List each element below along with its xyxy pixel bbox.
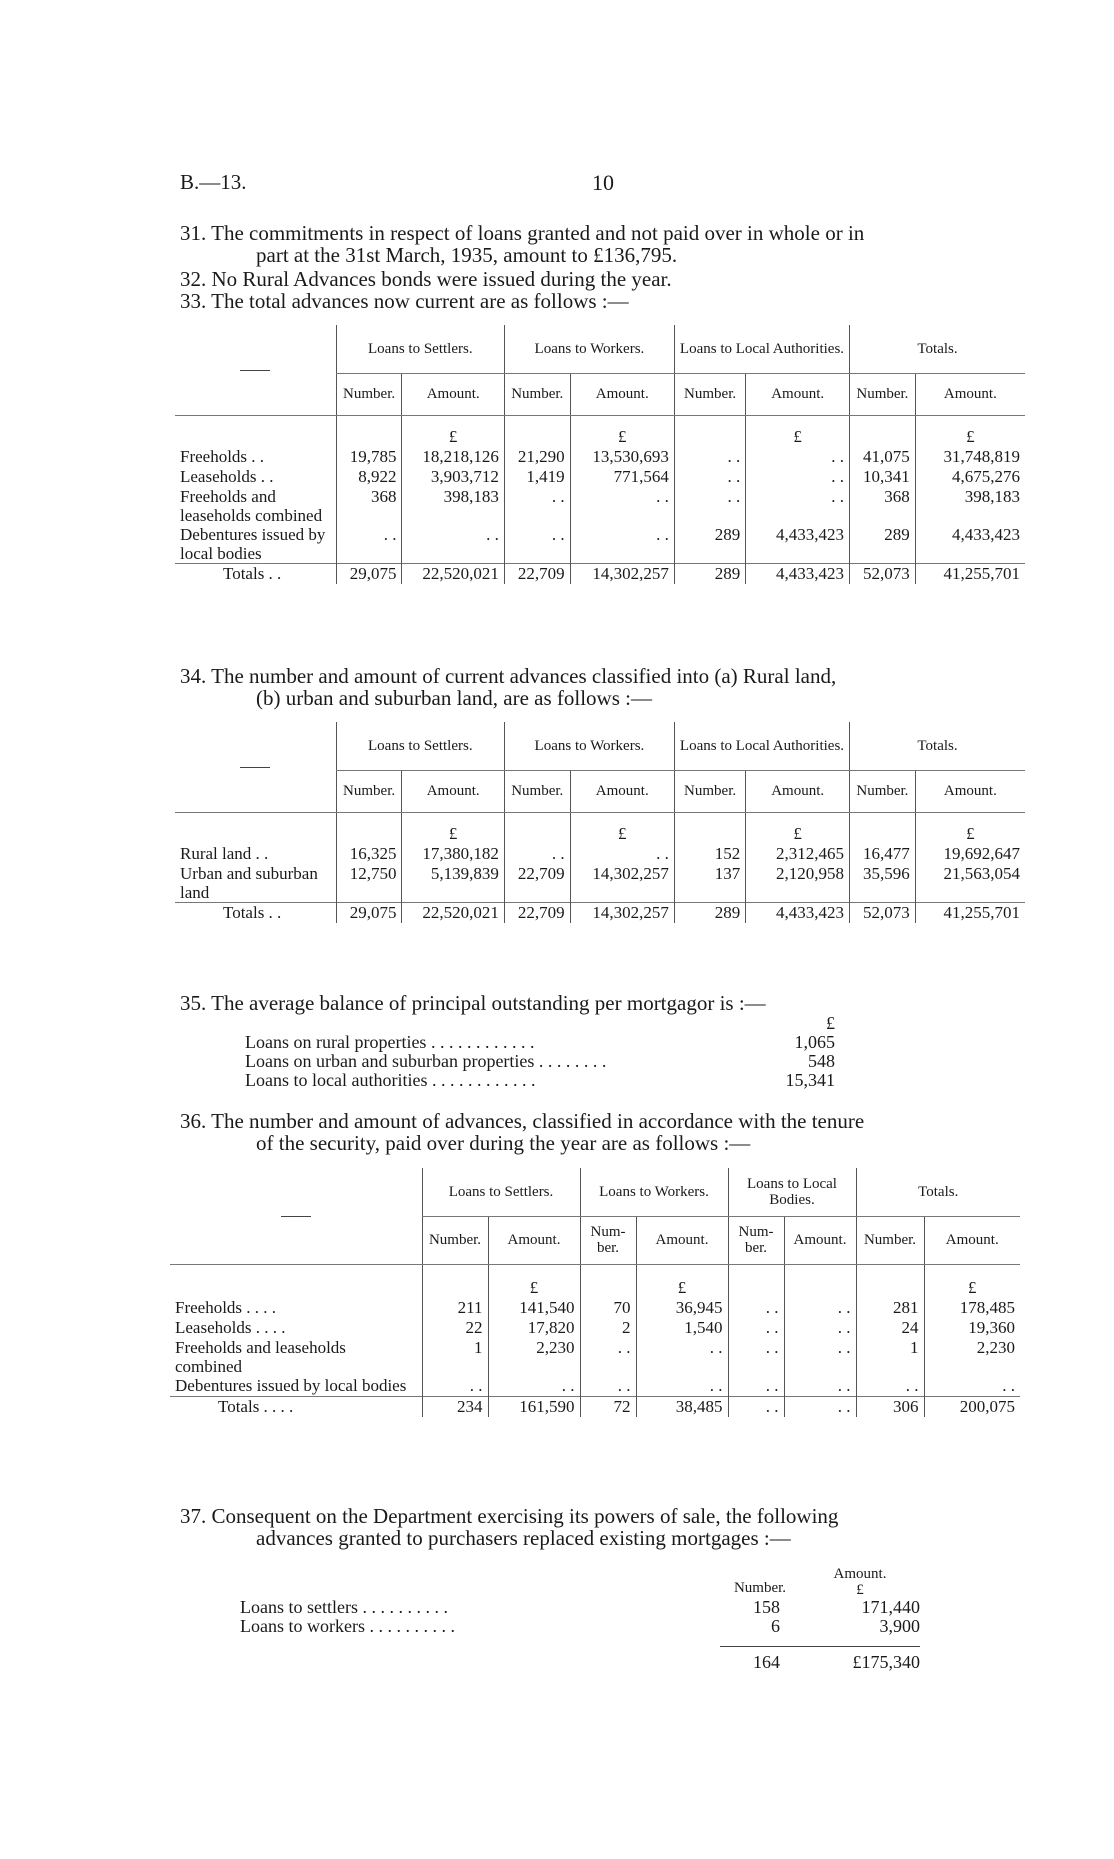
cell-number: 152: [674, 844, 745, 864]
paragraph-36: [180, 1110, 1040, 1154]
total-amount: 4,433,423: [746, 903, 850, 924]
cell-amount: . .: [784, 1338, 856, 1376]
paragraph-31-line1: 31. The commitments in respect of loans granted and not paid over in whole or in: [180, 221, 865, 245]
cell-amount: . .: [784, 1376, 856, 1397]
cell-number: 22: [422, 1318, 488, 1338]
currency-mark: £: [488, 1264, 580, 1298]
group-header: Loans to Local Authorities.: [674, 325, 849, 373]
cell-number: . .: [504, 525, 570, 564]
row-label: Rural land . .: [180, 844, 269, 863]
cell-amount: . .: [784, 1318, 856, 1338]
row-label: Urban and suburban land: [180, 864, 318, 902]
col-header-amount: Amount.: [915, 770, 1025, 812]
cell-amount: 14,302,257: [570, 864, 674, 903]
col-header-number: Number.: [856, 1216, 924, 1264]
cell-amount: 4,675,276: [915, 467, 1025, 487]
cell-number: . .: [336, 525, 402, 564]
col-header-number: Num- ber.: [728, 1216, 784, 1264]
col-header-amount: Amount.: [784, 1216, 856, 1264]
cell-amount: . .: [570, 844, 674, 864]
avg-label: Loans to local authorities . . . . . . . . . . . .: [245, 1070, 536, 1090]
total-amount: 14,302,257: [570, 564, 674, 585]
avg-value: 1,065: [794, 1032, 835, 1052]
col-header-amount: Amount.: [746, 373, 850, 415]
group-header: Loans to Local Authorities.: [674, 722, 849, 770]
sale-amount-header: Amount.: [833, 1566, 887, 1582]
cell-number: . .: [674, 487, 745, 525]
cell-number: 16,477: [850, 844, 916, 864]
group-header: Totals.: [856, 1168, 1020, 1216]
cell-number: 137: [674, 864, 745, 903]
total-number: 306: [856, 1397, 924, 1418]
total-number: 234: [422, 1397, 488, 1418]
avg-label: Loans on rural properties . . . . . . . . . . . .: [245, 1032, 535, 1052]
total-number: 289: [674, 564, 745, 585]
sale-total-number: 164: [720, 1646, 780, 1672]
group-header: Totals.: [850, 722, 1025, 770]
col-header-amount: Amount.: [746, 770, 850, 812]
row-label: Freeholds and leaseholds combined: [180, 487, 323, 525]
cell-amount: . .: [402, 525, 504, 564]
cell-amount: 1,540: [636, 1318, 728, 1338]
cell-number: 24: [856, 1318, 924, 1338]
cell-number: . .: [856, 1376, 924, 1397]
totals-label: Totals . . . .: [170, 1397, 422, 1418]
currency-mark: £: [826, 1013, 835, 1033]
cell-number: 1: [422, 1338, 488, 1376]
paragraph-33: 33. The total advances now current are as follows :—: [180, 289, 629, 313]
cell-number: 1,419: [504, 467, 570, 487]
currency-mark: £: [746, 812, 850, 844]
paragraph-37: [180, 1505, 1040, 1549]
col-header-number: Number.: [674, 770, 745, 812]
paragraph-36-line1: 36. The number and amount of advances, classified in accordance with the tenure: [180, 1109, 865, 1133]
cell-amount: 21,563,054: [915, 864, 1025, 903]
total-amount: . .: [784, 1397, 856, 1418]
currency-mark: £: [924, 1264, 1020, 1298]
group-header: Totals.: [850, 325, 1025, 373]
table-row: [170, 1338, 1020, 1376]
cell-number: . .: [728, 1318, 784, 1338]
cell-amount: . .: [746, 447, 850, 467]
row-label: Freeholds and leaseholds combined: [175, 1338, 346, 1376]
group-header: Loans to Settlers.: [336, 325, 504, 373]
totals-row: [175, 564, 1025, 585]
cell-number: . .: [728, 1298, 784, 1318]
currency-mark: £: [402, 812, 504, 844]
col-header-amount: Amount.: [488, 1216, 580, 1264]
cell-number: 8,922: [336, 467, 402, 487]
row-label: Debentures issued by local bodies: [180, 525, 326, 563]
cell-amount: . .: [488, 1376, 580, 1397]
total-amount: 41,255,701: [915, 903, 1025, 924]
cell-amount: 771,564: [570, 467, 674, 487]
row-label: Debentures issued by local bodies: [175, 1376, 407, 1395]
cell-amount: . .: [570, 525, 674, 564]
total-number: 72: [580, 1397, 636, 1418]
total-number: 22,709: [504, 564, 570, 585]
avg-value: 548: [808, 1051, 835, 1071]
cell-number: 19,785: [336, 447, 402, 467]
row-label: Freeholds . .: [180, 447, 265, 466]
sale-number: 158: [753, 1597, 780, 1617]
sale-advances-list: [240, 1562, 960, 1672]
cell-number: 2: [580, 1318, 636, 1338]
col-header-amount: Amount.: [570, 373, 674, 415]
cell-amount: . .: [636, 1376, 728, 1397]
currency-mark: £: [746, 415, 850, 447]
table-row: [175, 487, 1025, 525]
cell-amount: 19,692,647: [915, 844, 1025, 864]
cell-amount: 36,945: [636, 1298, 728, 1318]
total-number: 52,073: [850, 564, 916, 585]
cell-amount: 17,820: [488, 1318, 580, 1338]
totals-row: [175, 903, 1025, 924]
cell-number: 70: [580, 1298, 636, 1318]
paragraph-37-line2: advances granted to purchasers replaced existing mortgages :—: [256, 1526, 791, 1550]
currency-mark: £: [915, 415, 1025, 447]
total-amount: 14,302,257: [570, 903, 674, 924]
cell-amount: . .: [570, 487, 674, 525]
cell-amount: 31,748,819: [915, 447, 1025, 467]
cell-number: . .: [728, 1338, 784, 1376]
cell-amount: . .: [746, 467, 850, 487]
sale-amount: 3,900: [879, 1616, 920, 1636]
col-header-number: Number.: [850, 770, 916, 812]
total-amount: 38,485: [636, 1397, 728, 1418]
paragraph-36-line2: of the security, paid over during the year are as follows :—: [256, 1131, 751, 1155]
total-amount: 200,075: [924, 1397, 1020, 1418]
col-header-number: Num- ber.: [580, 1216, 636, 1264]
col-header-amount: Amount.: [915, 373, 1025, 415]
table-row: [170, 1318, 1020, 1338]
paragraph-31: [180, 222, 1040, 266]
paragraph-31-line2: part at the 31st March, 1935, amount to £136,795.: [256, 243, 678, 267]
currency-mark: £: [915, 812, 1025, 844]
row-label: Leaseholds . . . .: [175, 1318, 286, 1337]
group-header: Loans to Workers.: [504, 722, 674, 770]
row-label: Leaseholds . .: [180, 467, 274, 486]
cell-amount: 2,120,958: [746, 864, 850, 903]
cell-number: . .: [422, 1376, 488, 1397]
currency-mark: £: [636, 1264, 728, 1298]
average-balance-list: [245, 1014, 945, 1090]
total-number: 29,075: [336, 903, 402, 924]
table-row: [175, 467, 1025, 487]
cell-number: 368: [850, 487, 916, 525]
page-number: 10: [592, 170, 614, 195]
table-land-classification: [175, 722, 1025, 923]
cell-number: 35,596: [850, 864, 916, 903]
cell-number: 41,075: [850, 447, 916, 467]
paragraph-34: [180, 665, 1040, 709]
col-header-number: Number.: [336, 770, 402, 812]
cell-amount: 2,312,465: [746, 844, 850, 864]
table-advances-paid: [170, 1168, 1020, 1417]
cell-number: 211: [422, 1298, 488, 1318]
paragraph-32: 32. No Rural Advances bonds were issued during the year.: [180, 267, 672, 291]
cell-number: 21,290: [504, 447, 570, 467]
currency-mark: £: [570, 812, 674, 844]
dash-rule: [240, 767, 270, 768]
totals-label: Totals . .: [175, 564, 336, 585]
table-row: [175, 447, 1025, 467]
cell-number: . .: [504, 487, 570, 525]
col-header-number: Number.: [504, 373, 570, 415]
group-header: Loans to Settlers.: [422, 1168, 580, 1216]
dash-rule: [281, 1216, 311, 1217]
cell-number: . .: [504, 844, 570, 864]
cell-amount: 19,360: [924, 1318, 1020, 1338]
cell-number: 281: [856, 1298, 924, 1318]
cell-number: . .: [674, 447, 745, 467]
cell-number: . .: [728, 1376, 784, 1397]
row-label: Freeholds . . . .: [175, 1298, 277, 1317]
col-header-number: Number.: [674, 373, 745, 415]
sale-number: 6: [771, 1616, 780, 1636]
cell-number: . .: [580, 1376, 636, 1397]
total-number: 289: [674, 903, 745, 924]
cell-number: 368: [336, 487, 402, 525]
totals-row: [170, 1397, 1020, 1418]
total-number: 29,075: [336, 564, 402, 585]
cell-amount: 13,530,693: [570, 447, 674, 467]
total-amount: 41,255,701: [915, 564, 1025, 585]
cell-amount: 4,433,423: [915, 525, 1025, 564]
col-header-number: Number.: [336, 373, 402, 415]
group-header: Loans to Local Bodies.: [728, 1168, 856, 1216]
table-row: [175, 844, 1025, 864]
cell-amount: 5,139,839: [402, 864, 504, 903]
paragraph-34-line1: 34. The number and amount of current advances classified into (a) Rural land,: [180, 664, 837, 688]
cell-number: 16,325: [336, 844, 402, 864]
total-number: 52,073: [850, 903, 916, 924]
group-header: Loans to Workers.: [580, 1168, 728, 1216]
col-header-number: Number.: [850, 373, 916, 415]
sale-label: Loans to settlers . . . . . . . . . .: [240, 1597, 448, 1617]
sale-number-header: Number.: [733, 1580, 787, 1596]
cell-amount: 17,380,182: [402, 844, 504, 864]
total-amount: 4,433,423: [746, 564, 850, 585]
paragraph-37-line1: 37. Consequent on the Department exercising its powers of sale, the following: [180, 1504, 839, 1528]
cell-amount: . .: [746, 487, 850, 525]
total-number: . .: [728, 1397, 784, 1418]
table-row: [170, 1376, 1020, 1397]
stub-header: [175, 325, 336, 415]
currency-mark: £: [402, 415, 504, 447]
document-reference: B.—13.: [180, 170, 247, 194]
cell-amount: . .: [636, 1338, 728, 1376]
cell-number: . .: [580, 1338, 636, 1376]
cell-amount: . .: [924, 1376, 1020, 1397]
total-amount: 22,520,021: [402, 903, 504, 924]
cell-amount: . .: [784, 1298, 856, 1318]
cell-number: 22,709: [504, 864, 570, 903]
stub-header: [175, 722, 336, 812]
cell-amount: 141,540: [488, 1298, 580, 1318]
currency-mark: £: [856, 1582, 864, 1598]
cell-amount: 4,433,423: [746, 525, 850, 564]
cell-amount: 2,230: [488, 1338, 580, 1376]
avg-label: Loans on urban and suburban properties . . . . . . . .: [245, 1051, 607, 1071]
dash-rule: [240, 370, 270, 371]
total-number: 22,709: [504, 903, 570, 924]
cell-number: 1: [856, 1338, 924, 1376]
group-header: Loans to Settlers.: [336, 722, 504, 770]
col-header-number: Number.: [504, 770, 570, 812]
currency-mark: £: [570, 415, 674, 447]
col-header-amount: Amount.: [636, 1216, 728, 1264]
col-header-amount: Amount.: [402, 770, 504, 812]
table-row: [175, 525, 1025, 564]
cell-number: 289: [674, 525, 745, 564]
cell-amount: 18,218,126: [402, 447, 504, 467]
sale-amount: 171,440: [861, 1597, 920, 1617]
col-header-amount: Amount.: [924, 1216, 1020, 1264]
cell-number: 12,750: [336, 864, 402, 903]
cell-number: 289: [850, 525, 916, 564]
table-row: [175, 864, 1025, 903]
table-current-advances: [175, 325, 1025, 584]
total-amount: 22,520,021: [402, 564, 504, 585]
cell-amount: 2,230: [924, 1338, 1020, 1376]
cell-amount: 3,903,712: [402, 467, 504, 487]
cell-amount: 178,485: [924, 1298, 1020, 1318]
cell-number: 10,341: [850, 467, 916, 487]
cell-number: . .: [674, 467, 745, 487]
paragraph-35: 35. The average balance of principal outstanding per mortgagor is :—: [180, 991, 766, 1015]
sale-label: Loans to workers . . . . . . . . . .: [240, 1616, 455, 1636]
col-header-number: Number.: [422, 1216, 488, 1264]
paragraph-34-line2: (b) urban and suburban land, are as follows :—: [256, 686, 652, 710]
cell-amount: 398,183: [915, 487, 1025, 525]
stub-header: [170, 1168, 422, 1264]
group-header: Loans to Workers.: [504, 325, 674, 373]
table-row: [170, 1298, 1020, 1318]
totals-label: Totals . .: [175, 903, 336, 924]
avg-value: 15,341: [785, 1070, 835, 1090]
col-header-amount: Amount.: [570, 770, 674, 812]
total-amount: 161,590: [488, 1397, 580, 1418]
col-header-amount: Amount.: [402, 373, 504, 415]
sale-total-amount: £175,340: [780, 1646, 920, 1672]
cell-amount: 398,183: [402, 487, 504, 525]
